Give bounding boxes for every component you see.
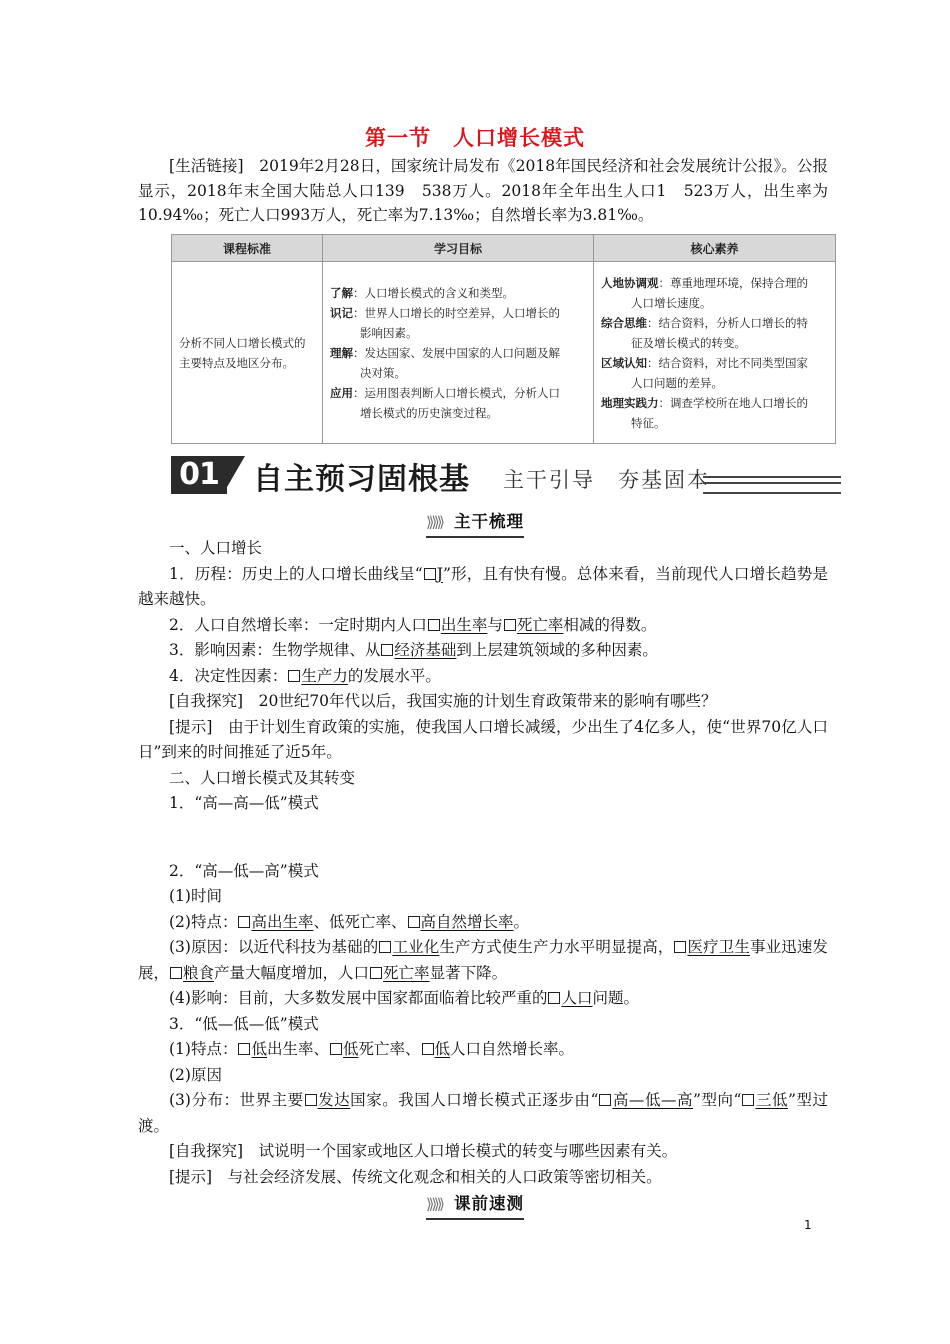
goal-text-cont: 决对策。 bbox=[360, 365, 406, 380]
mode-2-features: (2)特点： 高出生率、低死亡率、 高自然增长率。 bbox=[169, 912, 530, 931]
mode-1-heading: 1．“高—高—低”模式 bbox=[169, 794, 319, 812]
learning-goals-cell bbox=[323, 262, 594, 443]
section-heading-text: 课前速测 bbox=[454, 1194, 525, 1213]
literacy-text-cont: 人口问题的差异。 bbox=[631, 375, 723, 390]
curriculum-standard-cell bbox=[172, 262, 323, 443]
mode-3-features: (1)特点： 低出生率、 低死亡率、 低人口自然增长率。 bbox=[169, 1040, 575, 1058]
goal-label: 理解 bbox=[330, 345, 353, 360]
paragraph-decisive-factor: 4．决定性因素： 生产力的发展水平。 bbox=[169, 666, 441, 685]
mode-3-reasons: (2)原因 bbox=[169, 1065, 222, 1084]
blank-box-icon bbox=[674, 941, 686, 953]
heading-growth-modes: 二、人口增长模式及其转变 bbox=[169, 768, 356, 787]
banner-decor-lines bbox=[703, 476, 841, 494]
literacy-text: ：尊重地理环境，保持合理的 bbox=[658, 275, 808, 290]
paragraph-factors: 3．影响因素：生物学规律、从 经济基础到上层建筑领域的多种因素。 bbox=[169, 641, 658, 659]
mode-2-reasons: (3)原因：以近代科技为基础的 工业化生产方式使生产力水平明显提高， 医疗卫生事业迅速发展， 粮食产量大幅度增加，人口 死亡率显著下降。 bbox=[138, 938, 828, 982]
blank-box-icon bbox=[330, 1043, 342, 1055]
goal-item bbox=[330, 343, 586, 383]
self-exploration-question-2: [自我探究] 试说明一个国家或地区人口增长模式的转变与哪些因素有关。 bbox=[169, 1142, 678, 1160]
blank-box-icon bbox=[288, 670, 300, 682]
content-body bbox=[138, 536, 828, 1190]
literacy-item bbox=[601, 353, 828, 393]
goal-text-cont: 增长模式的历史演变过程。 bbox=[360, 405, 498, 420]
goal-item bbox=[330, 303, 586, 343]
paragraph-history: 1．历程：历史上的人口增长曲线呈“ J”形，且有快有慢。总体来看，当前现代人口增长趋势是越来越快。 bbox=[138, 564, 828, 608]
goal-label: 应用 bbox=[330, 385, 353, 400]
page-number: 1 bbox=[804, 1218, 812, 1232]
chevrons-icon: ⟫⟫⟫ bbox=[425, 513, 443, 531]
literacy-text-cont: 征及增长模式的转变。 bbox=[631, 335, 746, 350]
mode-3-distribution: (3)分布：世界主要 发达国家。我国人口增长模式正逐步由“ 高—低—高”型向“ 三低”型过渡。 bbox=[138, 1091, 828, 1135]
life-link-paragraph bbox=[138, 154, 828, 228]
curriculum-table bbox=[171, 234, 836, 444]
blank-box-icon bbox=[424, 568, 436, 580]
literacy-text: ：结合资料，对比不同类型国家 bbox=[647, 355, 808, 370]
blank-box-icon bbox=[548, 992, 560, 1004]
hint-answer-1: [提示] 由于计划生育政策的实施，使我国人口增长减缓，少出生了4亿多人，使“世界70亿人口日”到来的时间推延了近5年。 bbox=[138, 717, 828, 761]
literacy-text-cont: 特征。 bbox=[631, 415, 666, 430]
blank-box-icon bbox=[370, 967, 382, 979]
blank-box-icon bbox=[408, 916, 420, 928]
table-header-goals: 学习目标 bbox=[323, 235, 594, 262]
blank-box-icon bbox=[428, 619, 440, 631]
life-link-text: 2019年2月28日，国家统计局发布《2018年国民经济和社会发展统计公报》。公报显示，2018年末全国大陆总人口139 538万人。2018年全年出生人口1 523万人，出生率为10.94‰；死亡人口993万人，死亡率为7.13‰；自然增长率为3.81‰。 bbox=[138, 157, 828, 224]
literacy-item bbox=[601, 313, 828, 353]
table-header-standard: 课程标准 bbox=[172, 235, 323, 262]
literacy-text: ：结合资料，分析人口增长的特 bbox=[647, 315, 808, 330]
goal-text: ：发达国家、发展中国家的人口问题及解 bbox=[353, 345, 560, 360]
heading-population-growth: 一、人口增长 bbox=[169, 539, 263, 557]
mode-2-time: (1)时间 bbox=[169, 887, 222, 905]
section-banner bbox=[171, 452, 841, 498]
table-header-literacy: 核心素养 bbox=[594, 235, 835, 262]
chevrons-icon: ⟫⟫⟫ bbox=[425, 1195, 443, 1213]
literacy-item bbox=[601, 393, 828, 433]
blank-box-icon bbox=[381, 644, 393, 656]
section-heading-quiz bbox=[0, 1190, 950, 1220]
literacy-label: 地理实践力 bbox=[601, 395, 659, 410]
goal-text-cont: 影响因素。 bbox=[360, 325, 418, 340]
goal-item bbox=[330, 383, 586, 423]
goal-item bbox=[330, 283, 586, 303]
section-heading-text: 主干梳理 bbox=[454, 512, 525, 531]
literacy-label: 区域认知 bbox=[601, 355, 647, 370]
mode-3-heading: 3．“低—低—低”模式 bbox=[169, 1014, 319, 1033]
blank-box-icon bbox=[305, 1094, 317, 1106]
blank-box-icon bbox=[238, 916, 250, 928]
goal-label: 了解 bbox=[330, 285, 353, 300]
section-heading-main bbox=[0, 508, 950, 538]
mode-2-heading: 2．“高—低—高”模式 bbox=[169, 861, 319, 880]
banner-subtitle: 主干引导 夯基固本 bbox=[503, 468, 710, 492]
curriculum-standard-text: 分析不同人口增长模式的主要特点及地区分布。 bbox=[179, 335, 306, 370]
diagram-gap bbox=[138, 817, 828, 859]
blank-box-icon bbox=[238, 1043, 250, 1055]
banner-number: 01 bbox=[171, 456, 227, 494]
literacy-label: 综合思维 bbox=[601, 315, 647, 330]
page-title: 第一节 人口增长模式 bbox=[365, 126, 585, 150]
self-exploration-question-1: [自我探究] 20世纪70年代以后，我国实施的计划生育政策带来的影响有哪些？ bbox=[169, 692, 717, 710]
mode-2-impact: (4)影响：目前，大多数发展中国家都面临着比较严重的 人口问题。 bbox=[169, 989, 639, 1007]
core-literacy-cell bbox=[594, 262, 835, 443]
goal-text: ：人口增长模式的含义和类型。 bbox=[353, 285, 514, 300]
blank-box-icon bbox=[599, 1094, 611, 1106]
paragraph-natural-growth-rate: 2．人口自然增长率：一定时期内人口 出生率与 死亡率相减的得数。 bbox=[169, 615, 657, 634]
blank-box-icon bbox=[504, 619, 516, 631]
hint-answer-2: [提示] 与社会经济发展、传统文化观念和相关的人口政策等密切相关。 bbox=[169, 1167, 662, 1186]
blank-box-icon bbox=[170, 967, 182, 979]
literacy-label: 人地协调观 bbox=[601, 275, 659, 290]
life-link-tag: [生活链接] bbox=[169, 157, 244, 175]
literacy-item bbox=[601, 273, 828, 313]
literacy-text: ：调查学校所在地人口增长的 bbox=[658, 395, 808, 410]
blank-box-icon bbox=[742, 1094, 754, 1106]
blank-box-icon bbox=[379, 941, 391, 953]
goal-label: 识记 bbox=[330, 305, 353, 320]
literacy-text-cont: 人口增长速度。 bbox=[631, 295, 712, 310]
goal-text: ：运用图表判断人口增长模式，分析人口 bbox=[353, 385, 560, 400]
goal-text: ：世界人口增长的时空差异，人口增长的 bbox=[353, 305, 560, 320]
blank-box-icon bbox=[422, 1043, 434, 1055]
banner-title: 自主预习固根基 bbox=[253, 462, 470, 497]
